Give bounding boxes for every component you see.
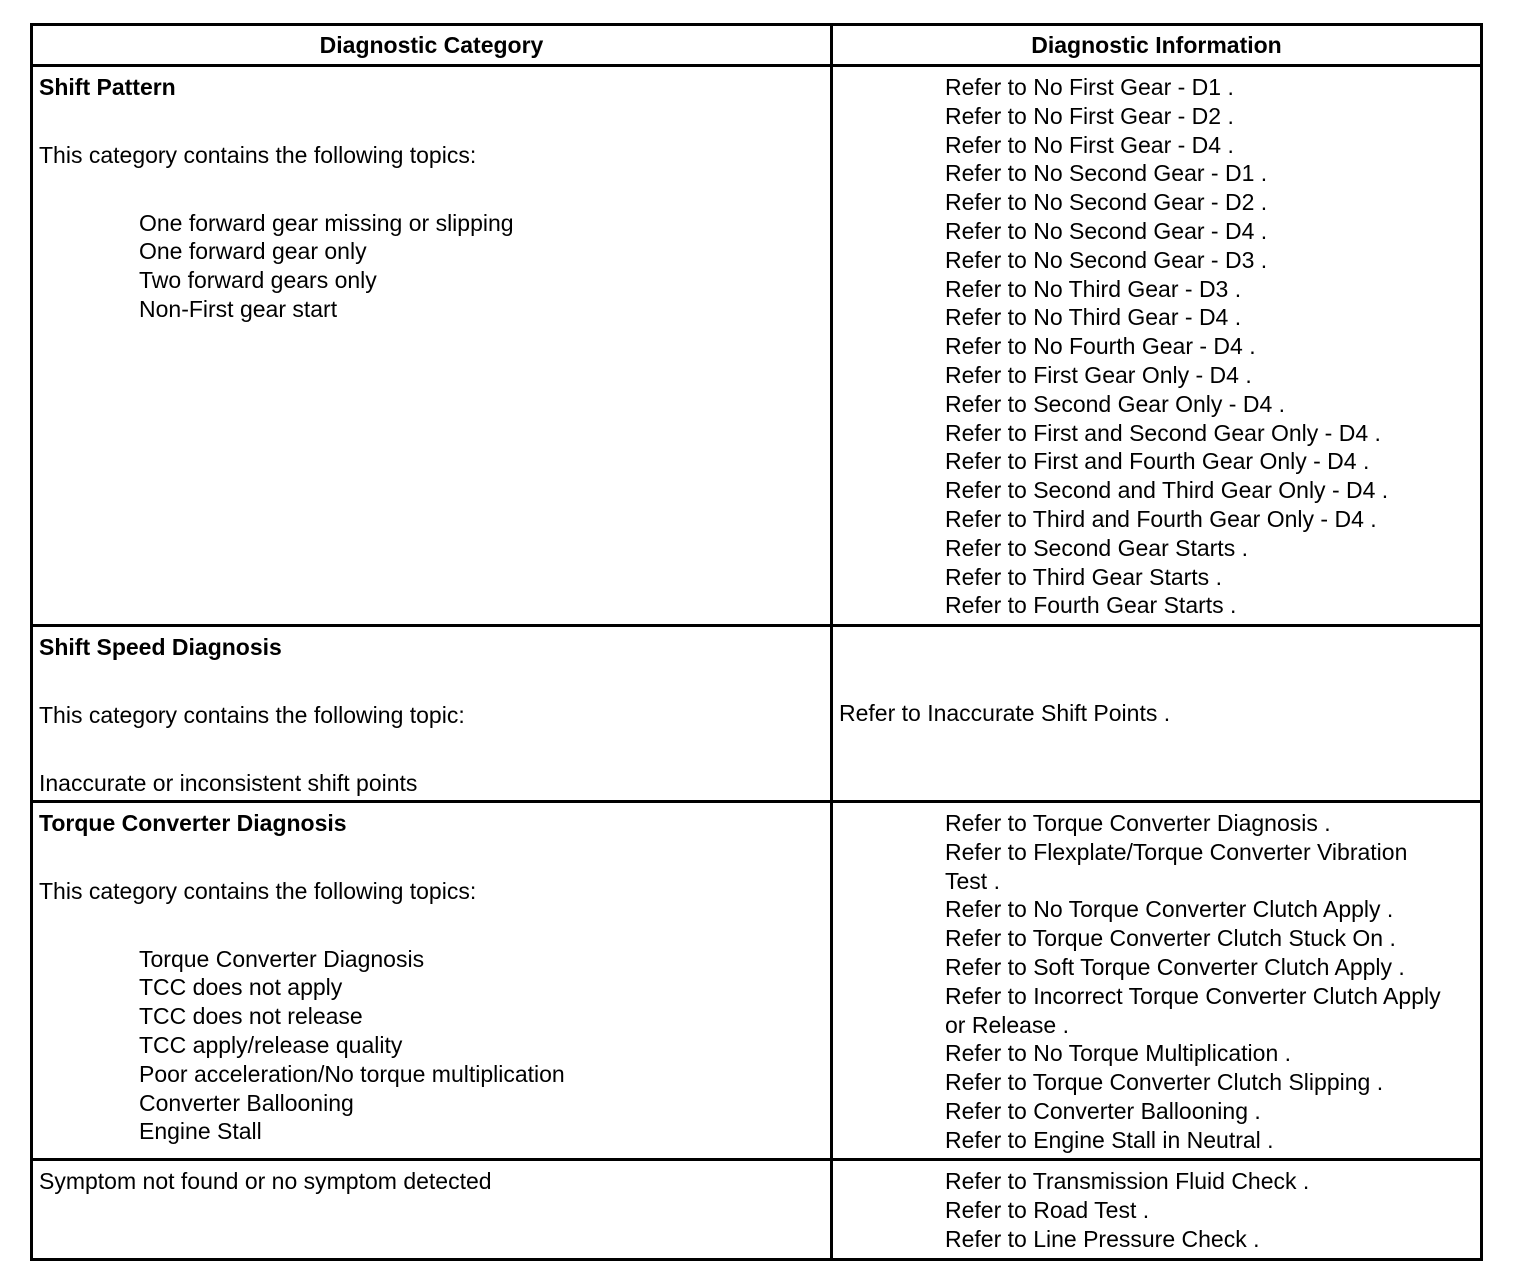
info-link[interactable]: Refer to No Second Gear - D2 . <box>945 189 1268 216</box>
category-intro-shift-speed: This category contains the following topic: <box>39 701 465 728</box>
list-item: Engine Stall <box>139 1118 262 1145</box>
info-link[interactable]: Refer to Second Gear Only - D4 . <box>945 390 1286 417</box>
topic-list-shift-pattern <box>39 209 824 324</box>
info-link[interactable]: Refer to First and Second Gear Only - D4 . <box>945 419 1381 446</box>
category-title-shift-speed: Shift Speed Diagnosis <box>39 634 282 660</box>
list-item: Non-First gear start <box>139 295 338 322</box>
info-link[interactable]: Refer to Transmission Fluid Check . <box>945 1168 1310 1194</box>
info-link[interactable]: Refer to No First Gear - D4 . <box>945 131 1234 158</box>
info-link[interactable]: Refer to No Fourth Gear - D4 . <box>945 333 1256 360</box>
info-link[interactable]: Refer to No Second Gear - D4 . <box>945 217 1268 244</box>
info-link[interactable]: Refer to No Second Gear - D3 . <box>945 246 1268 273</box>
table-header-row <box>32 25 1482 66</box>
info-link[interactable]: Refer to Flexplate/Torque Converter Vibration Test . <box>945 838 1408 894</box>
list-item: Torque Converter Diagnosis <box>139 945 425 972</box>
info-link[interactable]: Refer to No First Gear - D1 . <box>945 74 1234 100</box>
info-link[interactable]: Refer to Fourth Gear Starts . <box>945 592 1237 619</box>
info-link[interactable]: Refer to Inaccurate Shift Points . <box>839 700 1171 726</box>
list-item: TCC apply/release quality <box>139 1031 403 1058</box>
info-list-symptom <box>839 1167 1474 1253</box>
category-cell-symptom <box>32 1160 832 1260</box>
table-row-symptom <box>32 1160 1482 1260</box>
header-diagnostic-information: Diagnostic Information <box>832 25 1482 66</box>
info-link[interactable]: Refer to No Torque Converter Clutch Apply . <box>945 896 1394 923</box>
info-link[interactable]: Refer to Line Pressure Check . <box>945 1225 1260 1252</box>
info-link[interactable]: Refer to Engine Stall in Neutral . <box>945 1126 1274 1153</box>
list-item: TCC does not apply <box>139 974 343 1001</box>
category-cell-shift-pattern <box>32 66 832 626</box>
info-link[interactable]: Refer to Third and Fourth Gear Only - D4 . <box>945 505 1377 532</box>
info-link[interactable]: Refer to First and Fourth Gear Only - D4 . <box>945 448 1370 475</box>
info-list-shift-pattern <box>839 73 1474 620</box>
list-item: One forward gear missing or slipping <box>139 209 514 236</box>
info-link[interactable]: Refer to Incorrect Torque Converter Clutch Apply or Release . <box>945 982 1441 1038</box>
info-cell-shift-pattern <box>832 66 1482 626</box>
info-link[interactable]: Refer to Torque Converter Clutch Slipping . <box>945 1069 1384 1096</box>
info-link[interactable]: Refer to Converter Ballooning . <box>945 1097 1261 1124</box>
info-cell-symptom <box>832 1160 1482 1260</box>
info-link[interactable]: Refer to Soft Torque Converter Clutch Apply . <box>945 953 1405 980</box>
category-title-symptom: Symptom not found or no symptom detected <box>39 1168 492 1194</box>
topic-list-torque-converter <box>39 945 824 1147</box>
info-link[interactable]: Refer to No Second Gear - D1 . <box>945 160 1268 187</box>
list-item: Converter Ballooning <box>139 1089 354 1116</box>
info-link[interactable]: Refer to Torque Converter Clutch Stuck On . <box>945 925 1396 952</box>
info-link[interactable]: Refer to Second Gear Starts . <box>945 534 1248 561</box>
info-cell-torque-converter <box>832 802 1482 1160</box>
info-link[interactable]: Refer to Second and Third Gear Only - D4 . <box>945 477 1389 504</box>
info-link[interactable]: Refer to No Third Gear - D4 . <box>945 304 1242 331</box>
diagnostic-table <box>30 23 1483 1261</box>
category-topic-shift-speed: Inaccurate or inconsistent shift points <box>39 769 418 796</box>
info-link[interactable]: Refer to Road Test . <box>945 1196 1150 1223</box>
info-link[interactable]: Refer to No Torque Multiplication . <box>945 1040 1292 1067</box>
category-intro-shift-pattern: This category contains the following topics: <box>39 141 477 168</box>
list-item: TCC does not release <box>139 1003 363 1030</box>
info-link[interactable]: Refer to No Third Gear - D3 . <box>945 275 1242 302</box>
list-item: One forward gear only <box>139 238 367 265</box>
table-row-shift-pattern <box>32 66 1482 626</box>
category-title-shift-pattern: Shift Pattern <box>39 74 176 100</box>
table-row-torque-converter <box>32 802 1482 1160</box>
info-link[interactable]: Refer to Torque Converter Diagnosis . <box>945 810 1331 836</box>
category-cell-torque-converter <box>32 802 832 1160</box>
info-link[interactable]: Refer to First Gear Only - D4 . <box>945 361 1252 388</box>
category-title-torque-converter: Torque Converter Diagnosis <box>39 810 347 836</box>
table-row-shift-speed <box>32 626 1482 802</box>
info-link[interactable]: Refer to No First Gear - D2 . <box>945 102 1234 129</box>
header-diagnostic-category: Diagnostic Category <box>32 25 832 66</box>
info-list-torque-converter <box>839 809 1474 1155</box>
category-intro-torque-converter: This category contains the following topics: <box>39 877 477 904</box>
list-item: Two forward gears only <box>139 267 377 294</box>
info-cell-shift-speed <box>832 626 1482 802</box>
category-cell-shift-speed <box>32 626 832 802</box>
info-link[interactable]: Refer to Third Gear Starts . <box>945 563 1222 590</box>
list-item: Poor acceleration/No torque multiplication <box>139 1060 565 1087</box>
